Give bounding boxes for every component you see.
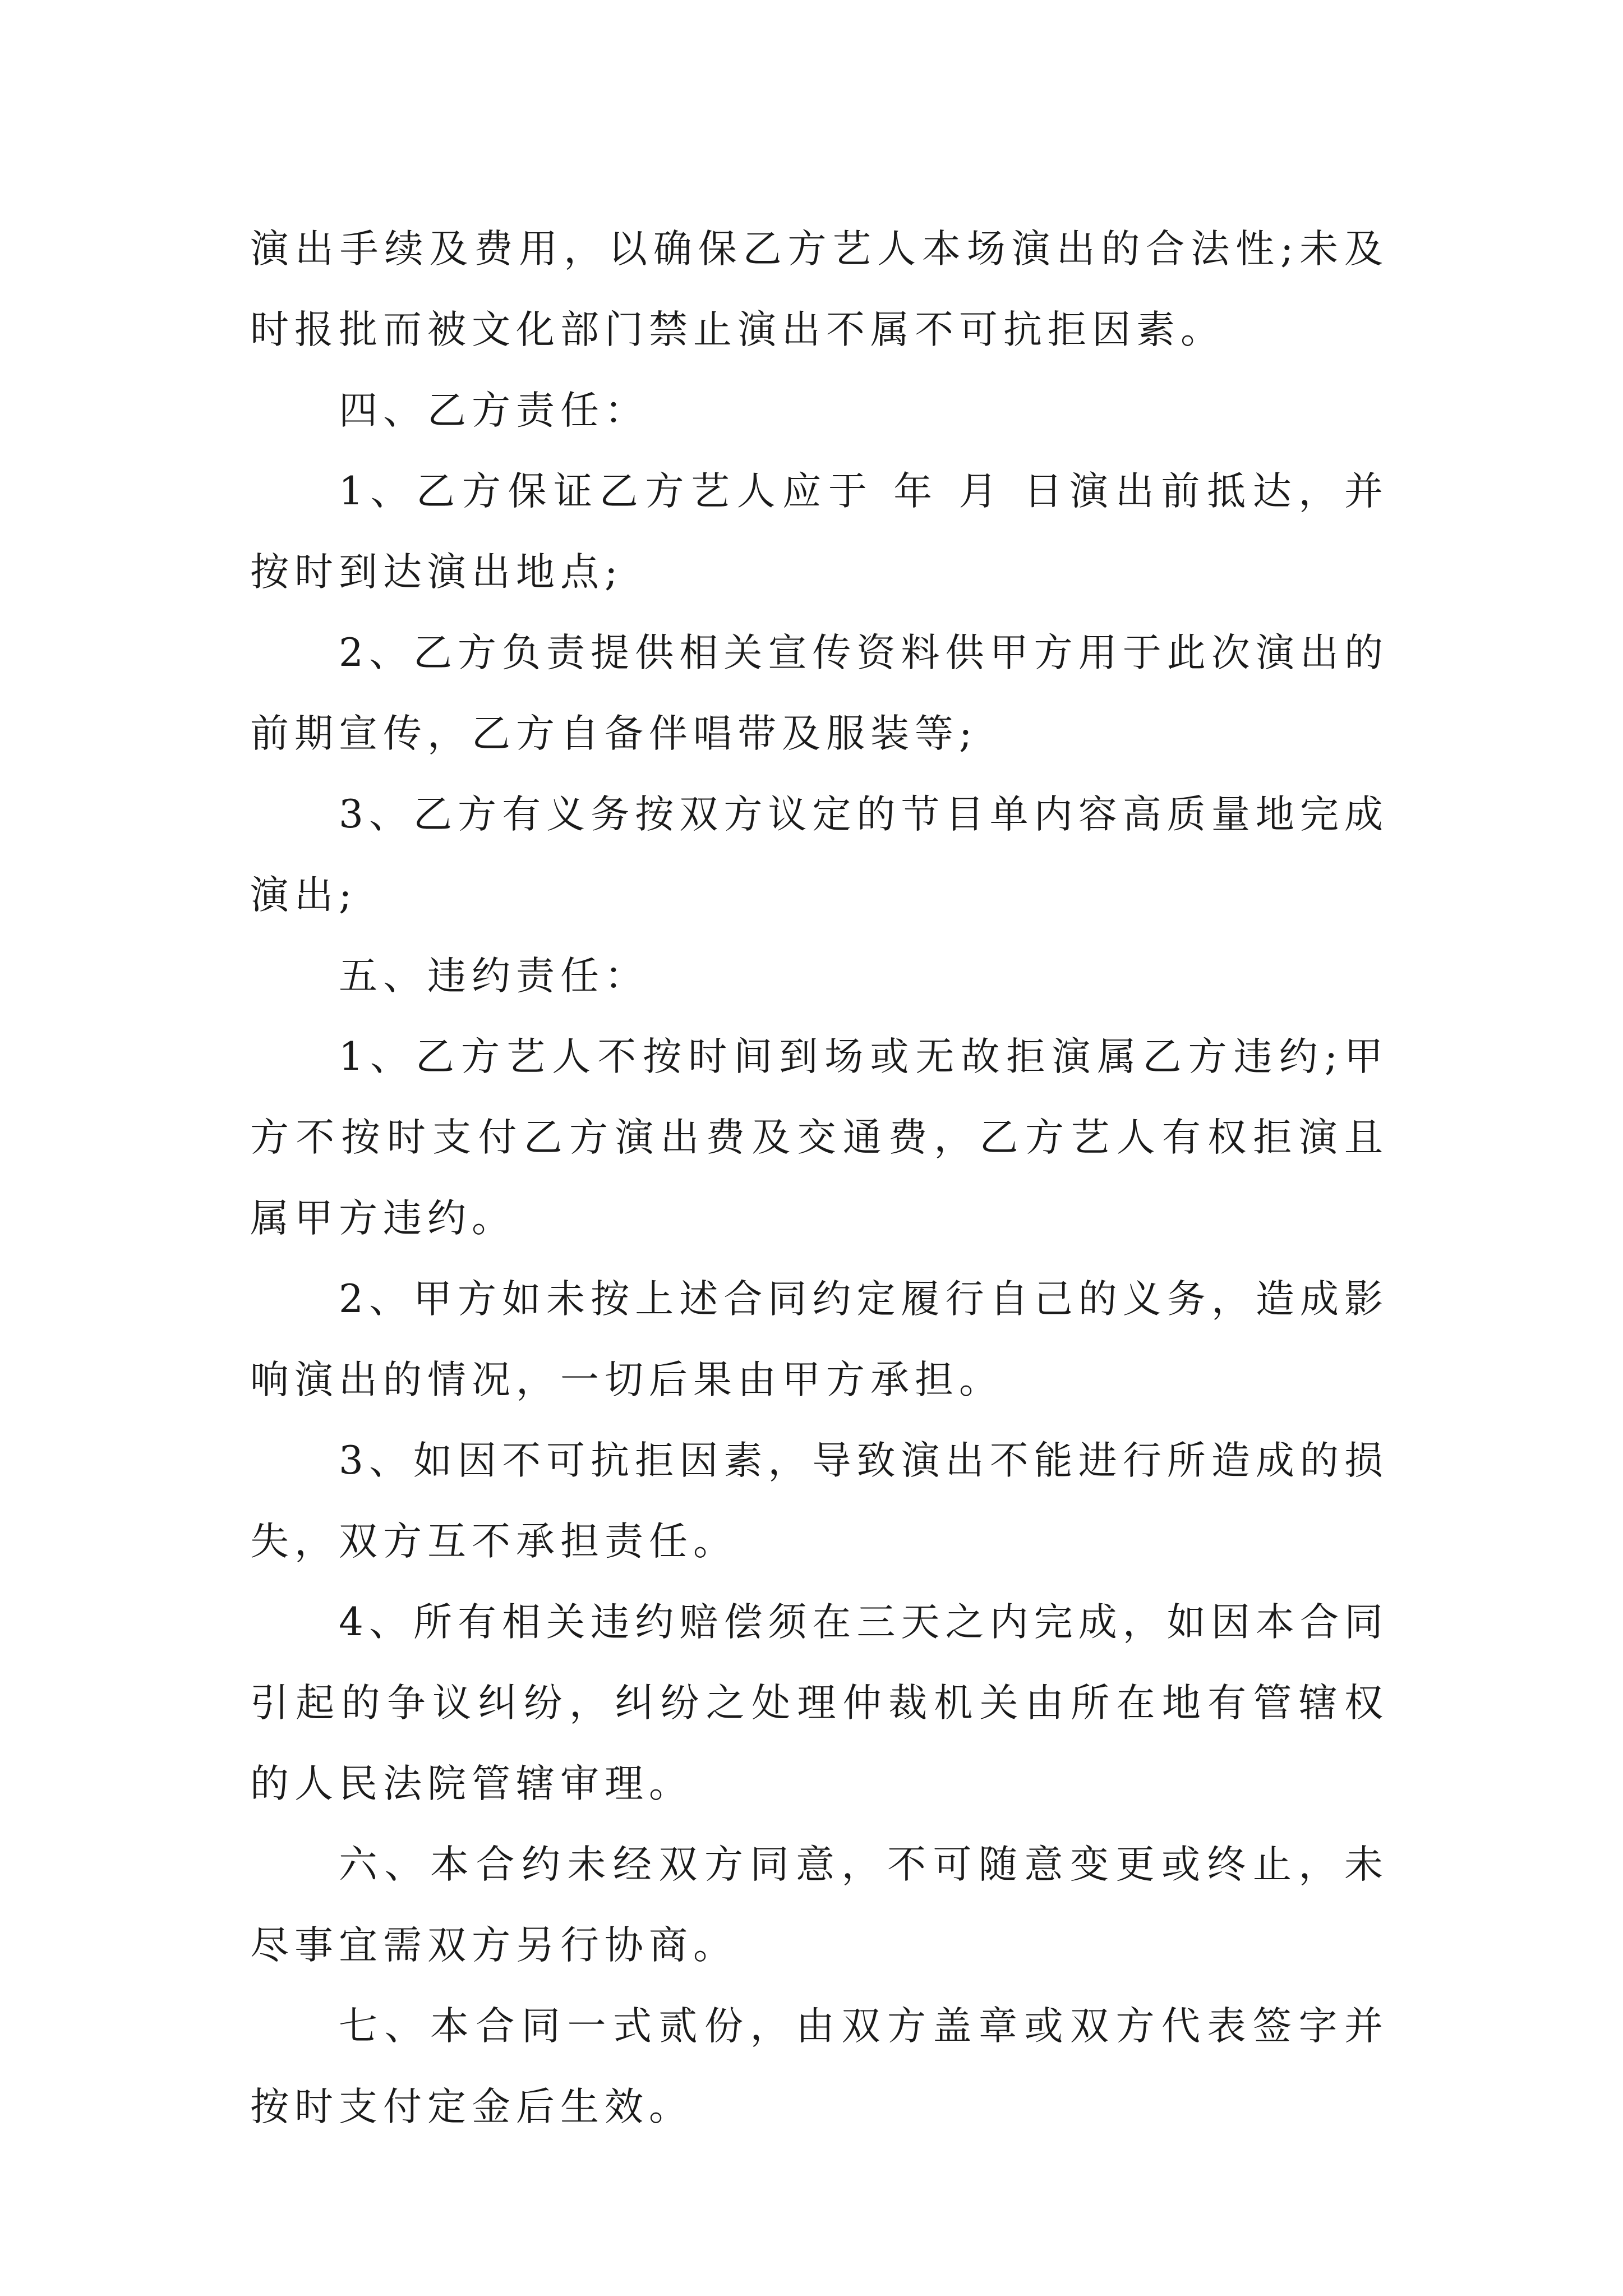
clause-b-2: 2、乙方负责提供相关宣传资料供甲方用于此次演出的前期宣传，乙方自备伴唱带及服装等; [250, 631, 1389, 756]
document-body [250, 209, 1389, 2147]
section-seven: 七、本合同一式贰份，由双方盖章或双方代表签字并按时支付定金后生效。 [250, 2004, 1389, 2129]
section-six: 六、本合约未经双方同意，不可随意变更或终止，未尽事宜需双方另行协商。 [250, 1842, 1389, 1968]
clause-breach-1: 1、乙方艺人不按时间到场或无故拒演属乙方违约;甲方不按时支付乙方演出费及交通费，乙方艺人有权拒演且属甲方违约。 [250, 1034, 1389, 1241]
paragraph-continuation: 演出手续及费用，以确保乙方艺人本场演出的合法性;未及时报批而被文化部门禁止演出不属不可抗拒因素。 [250, 227, 1389, 352]
clause-breach-2: 2、甲方如未按上述合同约定履行自己的义务，造成影响演出的情况，一切后果由甲方承担。 [250, 1277, 1389, 1402]
section-heading-party-b-duties: 四、乙方责任： [339, 388, 649, 433]
section-heading-breach: 五、违约责任： [339, 954, 649, 999]
clause-breach-4: 4、所有相关违约赔偿须在三天之内完成，如因本合同引起的争议纠纷，纠纷之处理仲裁机关由所在地有管辖权的人民法院管辖审理。 [250, 1600, 1389, 1806]
clause-b-1: 1、乙方保证乙方艺人应于 年 月 日演出前抵达，并按时到达演出地点; [250, 469, 1389, 595]
clause-b-3: 3、乙方有义务按双方议定的节目单内容高质量地完成演出; [250, 792, 1389, 918]
clause-breach-3: 3、如因不可抗拒因素，导致演出不能进行所造成的损失，双方互不承担责任。 [250, 1438, 1389, 1564]
